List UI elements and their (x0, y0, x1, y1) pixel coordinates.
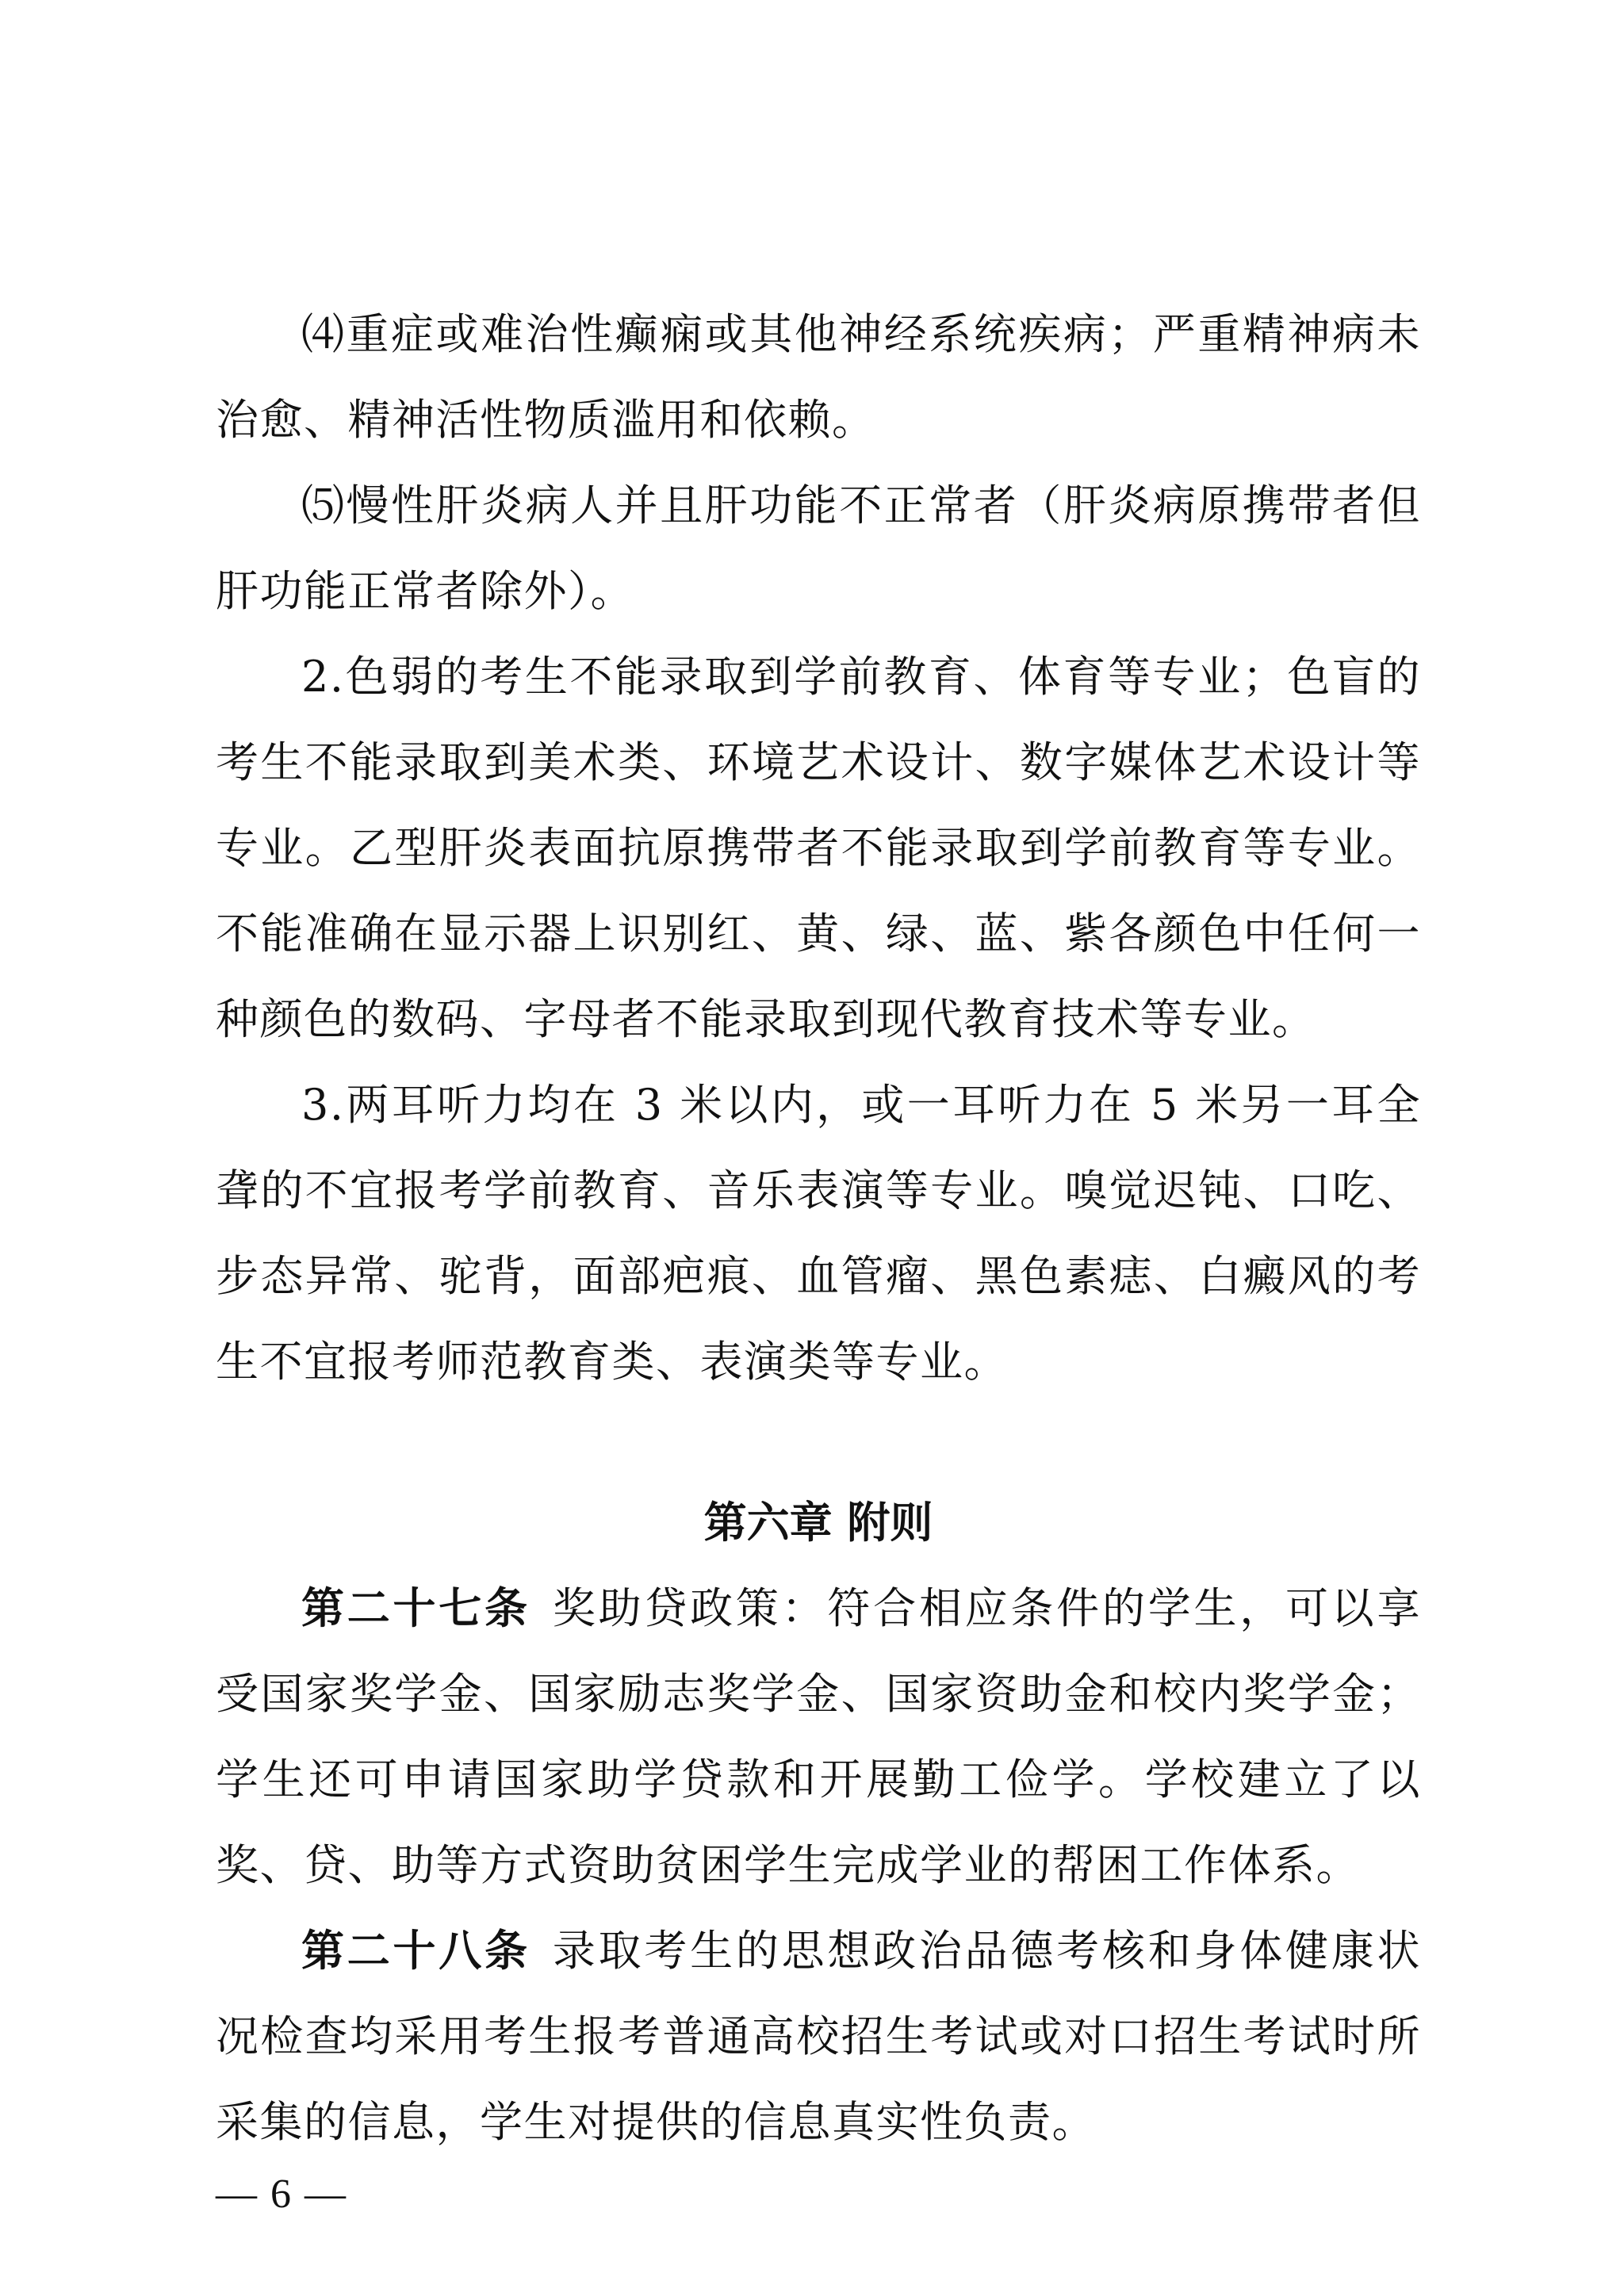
paragraph-item-5: ⑸慢性肝炎病人并且肝功能不正常者（肝炎病原携带者但肝功能正常者除外）。 (216, 480, 1421, 616)
article-28-text: 录取考生的思想政治品德考核和身体健康状况检查均采用考生报考普通高校招生考试或对口招生考试时所采集的信息，学生对提供的信息真实性负责。 (216, 1926, 1422, 2147)
chapter-heading: 第六章 附则 (703, 1498, 933, 1548)
article-27 (216, 1566, 1421, 1908)
article-28 (216, 1908, 1421, 2165)
document-body (216, 292, 1421, 2165)
article-27-lead: 第二十七条 (301, 1583, 530, 1633)
article-28-lead: 第二十八条 (301, 1926, 530, 1976)
article-27-text: 奖助贷政策：符合相应条件的学生，可以享受国家奖学金、国家励志奖学金、国家资助金和校内奖学金；学生还可申请国家助学贷款和开展勤工俭学。学校建立了以奖、贷、助等方式资助贫困学生完成学业的帮困工作体系。 (216, 1583, 1422, 1890)
paragraph-item-4: ⑷重症或难治性癫痫或其他神经系统疾病；严重精神病未治愈、精神活性物质滥用和依赖。 (216, 309, 1421, 445)
paragraph-hearing: 3.两耳听力均在 3 米以内，或一耳听力在 5 米另一耳全聋的不宜报考学前教育、音乐表演等专业。嗅觉迟钝、口吃、步态异常、驼背，面部疤痕、血管瘤、黑色素痣、白癜风的考生不宜报考师范教育类、表演类等专业。 (216, 1080, 1421, 1387)
paragraph-color-vision: 2.色弱的考生不能录取到学前教育、体育等专业；色盲的考生不能录取到美术类、环境艺术设计、数字媒体艺术设计等专业。乙型肝炎表面抗原携带者不能录取到学前教育等专业。不能准确在显示器上识别红、黄、绿、蓝、紫各颜色中任何一种颜色的数码、字母者不能录取到现代教育技术等专业。 (216, 652, 1421, 1044)
page-number: — 6 — (216, 2172, 347, 2217)
